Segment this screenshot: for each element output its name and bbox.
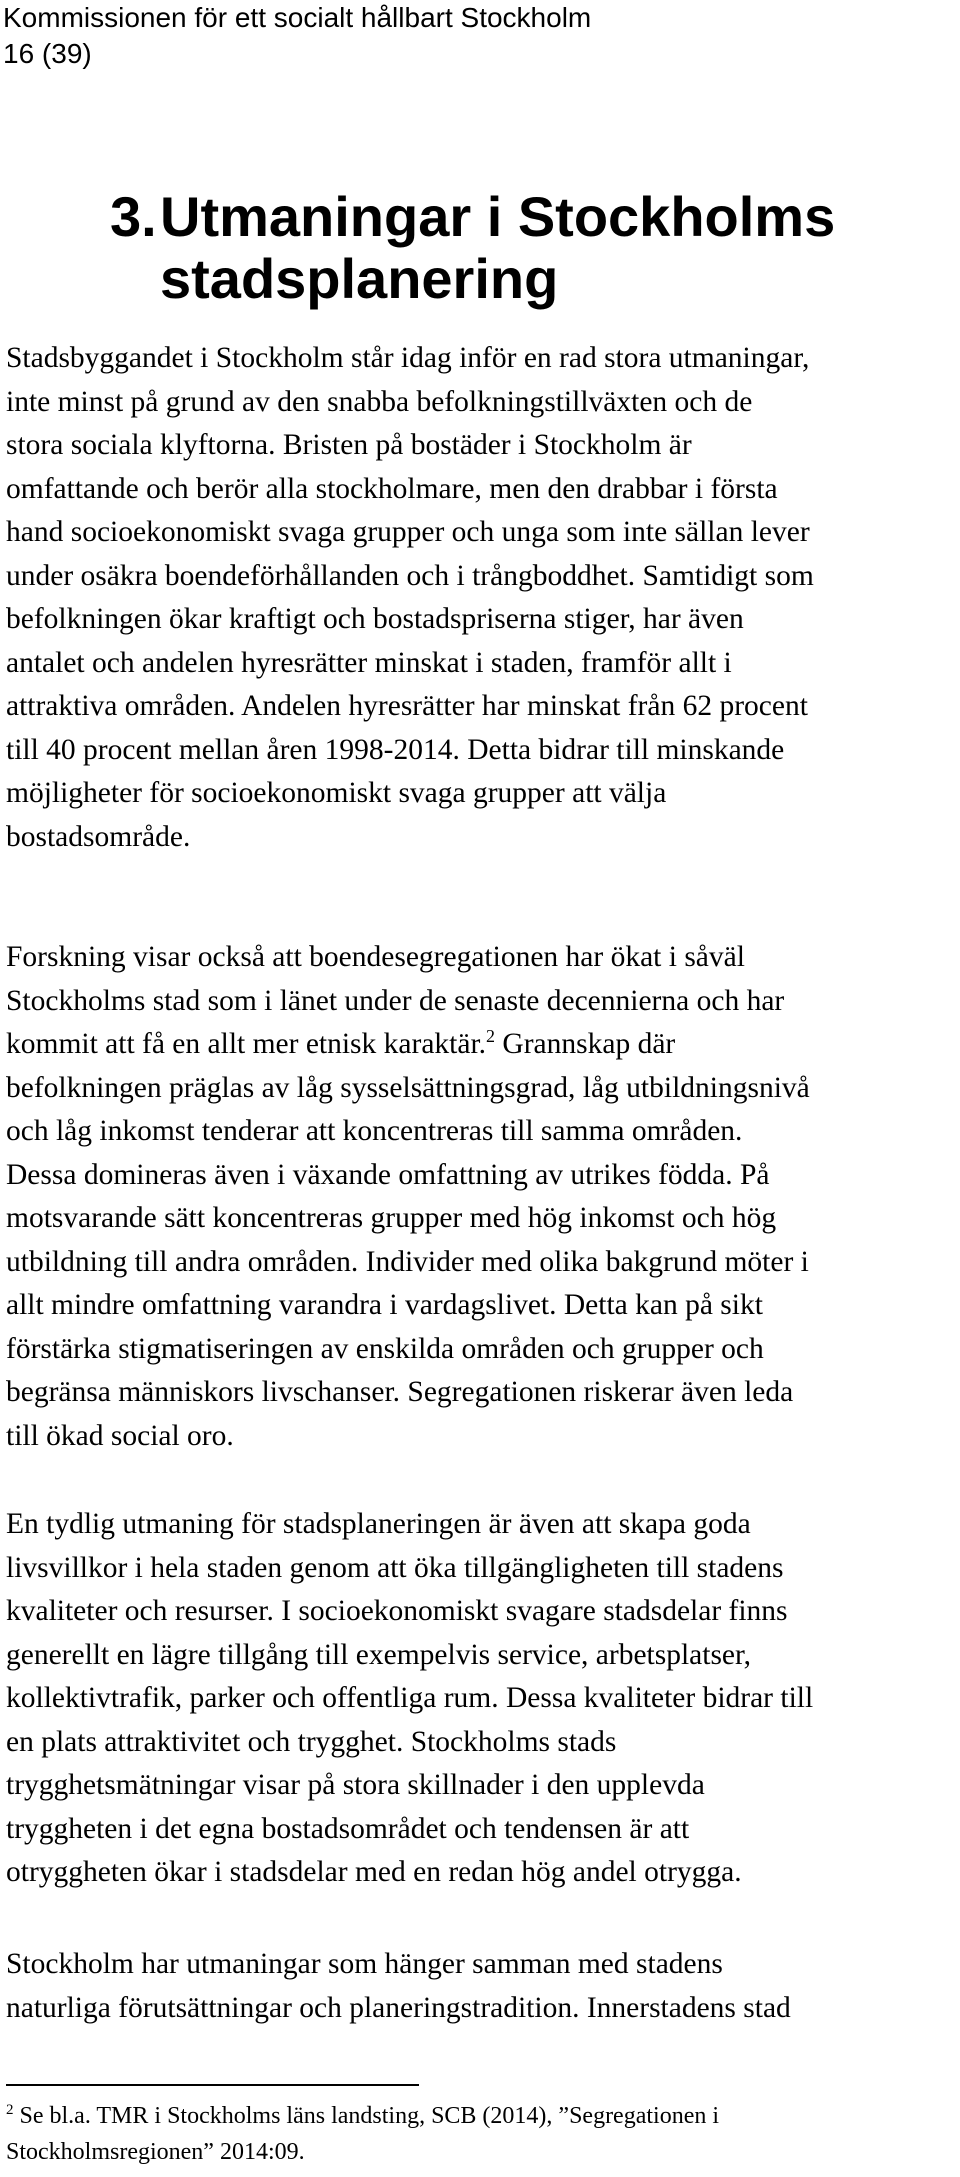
page-header — [3, 0, 591, 72]
footnote — [6, 2098, 956, 2170]
footnote-text: Se bl.a. TMR i Stockholms läns landsting, SCB (2014), ”Segregationen i — [13, 2103, 720, 2129]
text-line: stora sociala klyftorna. Bristen på bostäder i Stockholm är — [6, 429, 692, 461]
text-line: begränsa människors livschanser. Segregationen riskerar även leda — [6, 1376, 794, 1408]
text-line: befolkningen ökar kraftigt och bostadspriserna stiger, har även — [6, 603, 744, 635]
paragraph-accessibility — [6, 1503, 956, 1895]
text-line: attraktiva områden. Andelen hyresrätter har minskat från 62 procent — [6, 690, 808, 722]
text-line: förstärka stigmatiseringen av enskilda områden och grupper och — [6, 1332, 764, 1365]
text-line: kvaliteter och resurser. I socioekonomiskt svagare stadsdelar finns — [6, 1595, 788, 1627]
text-line: befolkningen präglas av låg sysselsättningsgrad, låg utbildningsnivå — [6, 1071, 810, 1104]
text-line: möjligheter för socioekonomiskt svaga grupper att välja — [6, 777, 667, 809]
header-page-number: 16 (39) — [3, 38, 92, 69]
paragraph-housing — [6, 337, 956, 859]
paragraph-natural-conditions — [6, 1943, 956, 2030]
text-line: Stadsbyggandet i Stockholm står idag inför en rad stora utmaningar, — [6, 342, 810, 374]
section-number: 3. — [110, 185, 157, 248]
text-line: under osäkra boendeförhållanden och i trångboddhet. Samtidigt som — [6, 559, 814, 592]
text-line: Forskning visar också att boendesegregationen har ökat i såväl — [6, 941, 745, 973]
text-line: inte minst på grund av den snabba befolkningstillväxten och de — [6, 385, 753, 418]
text-line: till 40 procent mellan åren 1998-2014. Detta bidrar till minskande — [6, 733, 785, 766]
text-line: allt mindre omfattning varandra i vardagslivet. Detta kan på sikt — [6, 1289, 763, 1321]
footnote-divider — [6, 2084, 419, 2086]
text-line: hand socioekonomiskt svaga grupper och unga som inte sällan lever — [6, 516, 810, 548]
text-line: antalet och andelen hyresrätter minskat i staden, framför allt i — [6, 646, 732, 679]
footnote-line: Stockholmsregionen” 2014:09. — [6, 2139, 305, 2165]
text-line: Stockholms stad som i länet under de senaste decennierna och har — [6, 984, 785, 1017]
footnote-reference[interactable]: 2 — [486, 1026, 496, 1047]
text-line: otryggheten ökar i stadsdelar med en redan hög andel otrygga. — [6, 1856, 742, 1888]
text-line: motsvarande sätt koncentreras grupper med hög inkomst och hög — [6, 1202, 777, 1234]
text-line: trygghetsmätningar visar på stora skillnader i den upplevda — [6, 1769, 705, 1801]
footnote-line — [6, 2098, 956, 2134]
text-line: Stockholm har utmaningar som hänger samman med stadens — [6, 1948, 723, 1980]
text-line: till ökad social oro. — [6, 1419, 234, 1452]
header-organization: Kommissionen för ett socialt hållbart Stockholm — [3, 2, 592, 33]
text-line: Dessa domineras även i växande omfattning av utrikes födda. På — [6, 1158, 770, 1191]
paragraph-segregation — [6, 936, 956, 1458]
text-line: En tydlig utmaning för stadsplaneringen är även att skapa goda — [6, 1508, 751, 1540]
text-line: generellt en lägre tillgång till exempelvis service, arbetsplatser, — [6, 1638, 752, 1671]
text-line: kollektivtrafik, parker och offentliga rum. Dessa kvaliteter bidrar till — [6, 1682, 814, 1714]
footnote-number: 2 — [6, 2102, 14, 2118]
section-heading — [110, 186, 920, 310]
text-line: och låg inkomst tenderar att koncentreras till samma områden. — [6, 1115, 743, 1147]
text-line: tryggheten i det egna bostadsområdet och tendensen är att — [6, 1812, 690, 1845]
text-line-with-footnote — [6, 1023, 956, 1067]
text-segment: Grannskap där — [495, 1028, 676, 1060]
section-title: Utmaningar i Stockholms stadsplanering — [160, 185, 836, 310]
text-line: bostadsområde. — [6, 820, 191, 853]
text-line: omfattande och berör alla stockholmare, men den drabbar i första — [6, 472, 778, 505]
text-line: naturliga förutsättningar och planeringstradition. Innerstadens stad — [6, 1991, 791, 2024]
text-line: utbildning till andra områden. Individer med olika bakgrund möter i — [6, 1245, 809, 1278]
text-line: livsvillkor i hela staden genom att öka tillgängligheten till stadens — [6, 1551, 784, 1584]
text-line: en plats attraktivitet och trygghet. Stockholms stads — [6, 1725, 617, 1758]
text-segment: kommit att få en allt mer etnisk karaktär. — [6, 1028, 487, 1060]
